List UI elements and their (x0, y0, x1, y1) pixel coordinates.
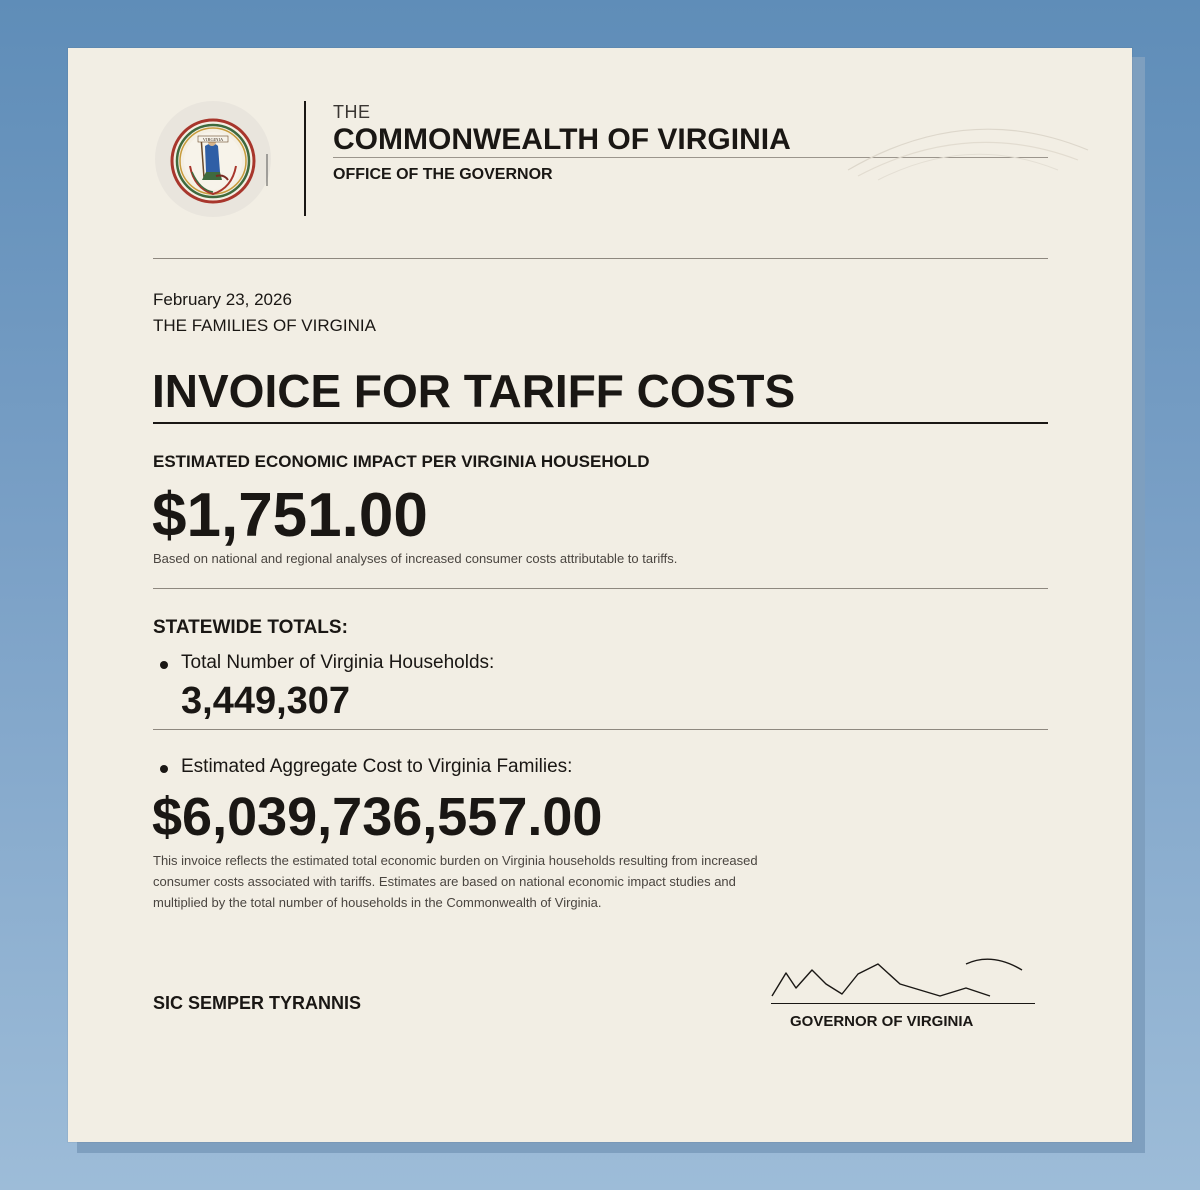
invoice-document (68, 48, 1132, 1142)
aggregate-cost-value: $6,039,736,557.00 (152, 787, 603, 847)
decorative-arcs (838, 110, 1098, 190)
per-household-amount: $1,751.00 (152, 481, 428, 550)
signature-line (771, 1003, 1035, 1004)
totals-rule (153, 729, 1048, 730)
header-commonwealth-title: COMMONWEALTH OF VIRGINIA (333, 123, 791, 156)
state-motto: SIC SEMPER TYRANNIS (153, 993, 362, 1013)
invoice-title: INVOICE FOR TARIFF COSTS (152, 365, 796, 417)
bullet-icon (160, 661, 168, 669)
header-the: THE (333, 102, 371, 122)
aggregate-note: This invoice reflects the estimated total economic burden on Virginia households resulting from increased consumer costs associated with tariffs. Estimates are based on national economic impact studies and multiplied by the total number of households in the Commonwealth of Virginia. (153, 853, 758, 910)
header-divider (304, 101, 306, 216)
households-label: Total Number of Virginia Households: (181, 652, 495, 673)
handwritten-signature-icon (768, 948, 1038, 1008)
statewide-totals-label: STATEWIDE TOTALS: (153, 617, 348, 638)
impact-note: Based on national and regional analyses of increased consumer costs attributable to tariffs. (153, 551, 678, 566)
header-rule (153, 258, 1048, 259)
bullet-icon (160, 765, 168, 773)
virginia-state-seal-icon (154, 100, 272, 218)
header-office: OFFICE OF THE GOVERNOR (333, 166, 553, 183)
title-rule (153, 422, 1048, 424)
aggregate-label: Estimated Aggregate Cost to Virginia Families: (181, 756, 573, 777)
recipient: THE FAMILIES OF VIRGINIA (153, 316, 376, 335)
impact-label: ESTIMATED ECONOMIC IMPACT PER VIRGINIA HOUSEHOLD (153, 452, 650, 471)
invoice-date: February 23, 2026 (153, 290, 292, 309)
households-value: 3,449,307 (181, 680, 351, 722)
section-rule (153, 588, 1048, 589)
svg-text:VIRGINIA: VIRGINIA (202, 137, 224, 142)
signer-title: GOVERNOR OF VIRGINIA (790, 1013, 974, 1030)
